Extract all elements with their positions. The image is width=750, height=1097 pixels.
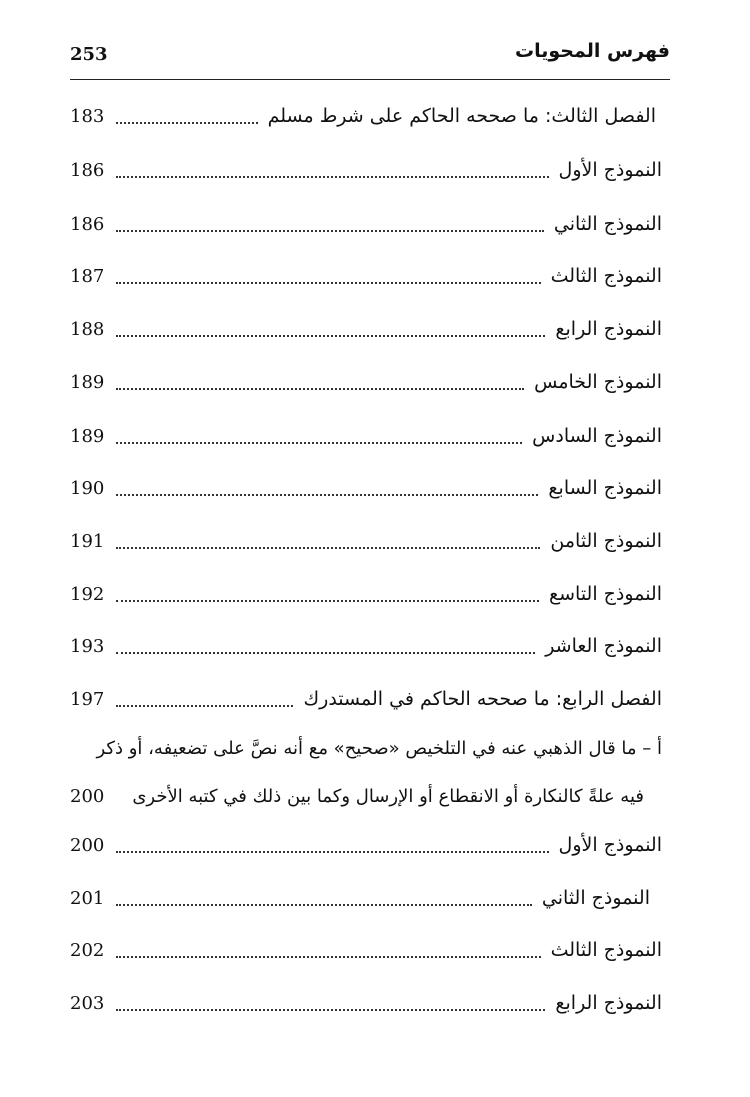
toc-entry xyxy=(70,152,662,188)
toc-entry-page: 202 xyxy=(70,939,105,961)
dot-leader xyxy=(116,442,522,444)
toc-entry-page: 203 xyxy=(70,992,105,1014)
dot-leader xyxy=(116,904,532,906)
toc-entry-page: 200 xyxy=(70,834,105,856)
dot-leader xyxy=(116,494,538,496)
toc-entry xyxy=(70,470,662,506)
toc-entry-title: النموذج الثاني xyxy=(553,213,662,235)
toc-entry-title: النموذج الثامن xyxy=(550,530,662,552)
dot-leader xyxy=(116,230,544,232)
dot-leader xyxy=(116,176,549,178)
toc-entry-title: النموذج الثالث xyxy=(550,939,662,961)
dot-leader xyxy=(116,956,541,958)
toc-entry xyxy=(70,206,662,242)
toc-entry xyxy=(70,932,662,968)
toc-entry-title: النموذج السادس xyxy=(532,425,662,447)
toc-entry-title: النموذج الرابع xyxy=(555,318,662,340)
paragraph-line-1: أ – ما قال الذهبي عنه في التلخيص «صحيح» مع أنه نصَّ على تضعيفه، أو ذكر xyxy=(96,738,662,759)
toc-entry xyxy=(70,258,662,294)
page-number: 253 xyxy=(70,44,108,65)
toc-entry-page: 187 xyxy=(70,265,105,287)
dot-leader xyxy=(116,652,535,654)
dot-leader xyxy=(116,335,545,337)
toc-entry-page: 192 xyxy=(70,583,105,605)
toc-entry xyxy=(70,985,662,1021)
toc-entry-page: 191 xyxy=(70,530,105,552)
toc-entry-page: 189 xyxy=(70,425,105,447)
toc-entry-title: النموذج العاشر xyxy=(545,635,662,657)
toc-entry xyxy=(70,311,662,347)
toc-entry-page: 183 xyxy=(70,105,105,127)
dot-leader xyxy=(116,705,293,707)
toc-entry xyxy=(70,98,662,134)
toc-entry-title: النموذج الثالث xyxy=(550,265,662,287)
dot-leader xyxy=(116,122,258,124)
toc-entry-title: النموذج الرابع xyxy=(555,992,662,1014)
page-header xyxy=(70,40,670,70)
dot-leader xyxy=(116,851,549,853)
toc-entry xyxy=(70,628,662,664)
toc-entry xyxy=(70,523,662,559)
toc-entry xyxy=(70,364,662,400)
toc-entry xyxy=(70,827,662,863)
toc-entry xyxy=(70,681,662,717)
toc-entry xyxy=(70,418,662,454)
toc-entry-title: النموذج السابع xyxy=(548,477,662,499)
toc-entry-title: النموذج الثاني xyxy=(541,887,650,909)
toc-entry-title: النموذج الخامس xyxy=(534,371,662,393)
paragraph-line-2: فيه علةً كالنكارة أو الانقطاع أو الإرسال وكما بين ذلك في كتبه الأخرى xyxy=(132,785,644,807)
toc-entry-page: 186 xyxy=(70,213,105,235)
toc-entry-page: 188 xyxy=(70,318,105,340)
header-rule xyxy=(70,79,670,80)
paragraph-line-2-row xyxy=(70,782,662,810)
dot-leader xyxy=(116,547,540,549)
dot-leader xyxy=(116,600,539,602)
dot-leader xyxy=(116,388,524,390)
toc-paragraph-entry xyxy=(70,738,662,818)
dot-leader xyxy=(116,282,541,284)
dot-leader xyxy=(116,1009,545,1011)
toc-entry-page: 189 xyxy=(70,371,105,393)
toc-entry-page: 186 xyxy=(70,159,105,181)
toc-entry xyxy=(70,880,662,916)
running-title: فهرس المحويات xyxy=(515,40,670,62)
toc-entry-title: النموذج الأول xyxy=(558,159,662,181)
toc-entry-page: 190 xyxy=(70,477,105,499)
toc-entry xyxy=(70,576,662,612)
toc-entry-title: النموذج الأول xyxy=(558,834,662,856)
toc-entry-page: 193 xyxy=(70,635,105,657)
toc-entry-page: 200 xyxy=(70,785,105,807)
toc-entry-page: 201 xyxy=(70,887,105,909)
toc-entry-page: 197 xyxy=(70,688,105,710)
toc-entry-title: النموذج التاسع xyxy=(549,583,662,605)
toc-entry-title: الفصل الرابع: ما صححه الحاكم في المستدرك xyxy=(303,688,662,710)
toc-entry-title: الفصل الثالث: ما صححه الحاكم على شرط مسلم xyxy=(267,105,656,127)
